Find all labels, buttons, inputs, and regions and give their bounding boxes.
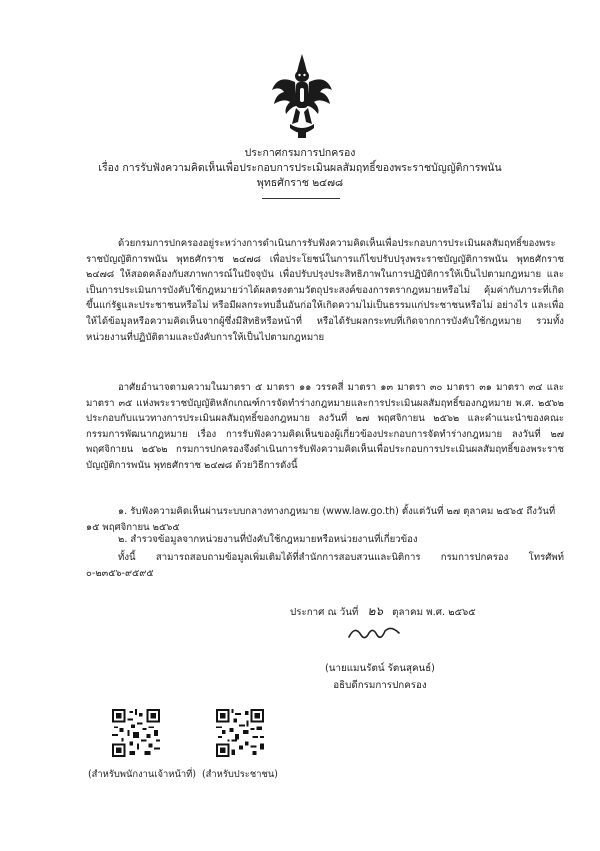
subject-year: พุทธศักราช ๒๔๗๘: [256, 177, 344, 189]
signer-block: [320, 660, 440, 694]
header-divider: [262, 198, 340, 199]
paragraph-contact: ทั้งนี้ สามารถสอบถามข้อมูลเพิ่มเติมได้ที่สำนักการสอบสวนและนิติการ กรมการปกครอง โทรศัพท์ ๐-๒๓๕๖-๙๕๙๕: [86, 552, 564, 579]
signature-mark: [345, 621, 405, 645]
qr-caption-public: (สำหรับประชาชน): [202, 769, 278, 780]
date-month-year: ตุลาคม พ.ศ. ๒๕๖๕: [392, 607, 476, 618]
signer-title: อธิบดีกรมการปกครอง: [333, 680, 427, 691]
date-day: ๒๖: [367, 604, 384, 618]
qr-code-staff[interactable]: [112, 709, 160, 757]
date-prefix: ประกาศ ณ วันที่: [290, 607, 359, 618]
signer-name: (นายแมนรัตน์ รัตนสุคนธ์): [324, 663, 436, 674]
paragraph-authority: อาศัยอำนาจตามความในมาตรา ๕ มาตรา ๑๑ วรรคสี่ มาตรา ๑๓ มาตรา ๓๐ มาตรา ๓๑ มาตรา ๓๔ และมาตรา ๓๕ แห่งพระราชบัญญัติหลักเกณฑ์การจัดทำร่างกฎหมายและการประเมินผลสัมฤทธิ์ของกฎหมาย พ.ศ. ๒๕๖๒ ประกอบกับแนวทางการประเมินผลสัมฤทธิ์ของกฎหมาย ลงวันที่ ๒๗ พฤศจิกายน ๒๕๖๒ และคำแนะนำของคณะกรรมการพัฒนากฎหมาย เรื่อง การรับฟังความคิดเห็นของผู้เกี่ยวข้องประกอบการจัดทำร่างกฎหมาย ลงวันที่ ๒๗ พฤศจิกายน ๒๕๖๒ กรมการปกครองจึงดำเนินการรับฟังความคิดเห็นเพื่อประกอบการประเมินผลสัมฤทธิ์ของพระราชบัญญัติการพนัน พุทธศักราช ๒๔๗๘ ด้วยวิธีการดังนี้: [86, 382, 564, 471]
method-item-2: ๒. สำรวจข้อมูลจากหน่วยงานที่บังคับใช้กฎหมายหรือหน่วยงานที่เกี่ยวข้อง: [118, 534, 418, 545]
paragraph-purpose: ด้วยกรมการปกครองอยู่ระหว่างการดำเนินการรับฟังความคิดเห็นเพื่อประกอบการประเมินผลสัมฤทธิ์ของพระราชบัญญัติการพนัน พุทธศักราช ๒๔๗๘ เพื่อประโยชน์ในการแก้ไขปรับปรุงพระราชบัญญัติการพนัน พุทธศักราช ๒๔๗๘ ให้สอดคล้องกับสภาพการณ์ในปัจจุบัน เพื่อปรับปรุงประสิทธิภาพในการปฏิบัติการให้เป็นไปตามกฎหมาย และเป็นการประเมินการบังคับใช้กฎหมายว่าได้ผลตรงตามวัตถุประสงค์ของการตรากฎหมายหรือไม่ คุ้มค่ากับภาระที่เกิดขึ้นแก่รัฐและประชาชนหรือไม่ หรือมีผลกระทบอื่นอันก่อให้เกิดความไม่เป็นธรรมแก่ประชาชนหรือไม่ อย่างไร และเพื่อให้ได้ข้อมูลหรือความคิดเห็นจากผู้ซึ่งมีสิทธิหรือหน้าที่ หรือได้รับผลกระทบที่เกิดจากการบังคับใช้กฎหมาย รวมทั้งหน่วยงานที่ปฏิบัติตามและบังคับการให้เป็นไปตามกฎหมาย: [86, 238, 564, 343]
qr-caption-staff: (สำหรับพนักงานเจ้าหน้าที่): [88, 769, 196, 780]
garuda-emblem: [270, 52, 334, 142]
agency-title: ประกาศกรมการปกครอง: [244, 147, 356, 159]
announcement-date: [290, 602, 476, 621]
method-item-1: ๑. รับฟังความคิดเห็นผ่านระบบกลางทางกฎหมาย (www.law.go.th) ตั้งแต่วันที่ ๒๗ ตุลาคม ๒๕๖๕ ถึงวันที่ ๑๕ พฤศจิกายน ๒๕๖๕: [86, 506, 556, 533]
subject-line: เรื่อง การรับฟังความคิดเห็นเพื่อประกอบการประเมินผลสัมฤทธิ์ของพระราชบัญญัติการพนัน: [98, 162, 502, 174]
qr-code-public[interactable]: [216, 709, 264, 757]
